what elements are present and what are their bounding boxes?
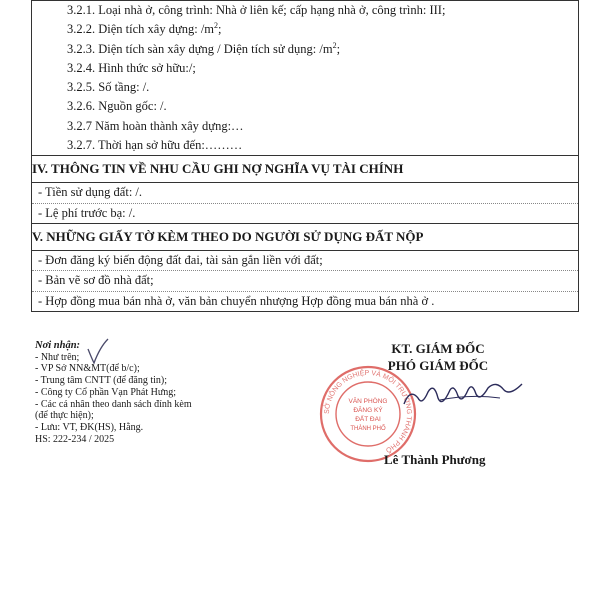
section-3-row: [32, 1, 579, 156]
item-3-2-7-year: 3.2.7 Năm hoàn thành xây dựng:…: [67, 118, 244, 133]
item-3-2-4: 3.2.4. Hình thức sở hữu:/;: [67, 60, 196, 75]
recipient-line: - VP Sở NN&MT(để b/c);: [35, 363, 140, 375]
section-4-heading-row: [32, 156, 579, 183]
handwritten-check-icon: [86, 337, 110, 365]
registration-fee: - Lệ phí trước bạ: /.: [38, 205, 136, 220]
property-info-table: [31, 0, 579, 312]
item-3-2-1: 3.2.1. Loại nhà ở, công trình: Nhà ở liên kế; cấp hạng nhà ở, công trình: III;: [67, 3, 446, 17]
recipient-line: (để thực hiện);: [35, 410, 94, 422]
recipients-title: Nơi nhận:: [35, 340, 81, 351]
seal-line-2: ĐĂNG KÝ: [353, 407, 383, 414]
item-3-2-3-text: 3.2.3. Diện tích sàn xây dựng / Diện tích sử dụng: /m: [67, 41, 333, 56]
item-3-2-3-tail: ;: [336, 41, 341, 56]
recipient-line: - Các cá nhân theo danh sách đính kèm: [35, 398, 192, 410]
signer-title-2: PHÓ GIÁM ĐỐC: [387, 358, 489, 373]
attachment-1: - Đơn đăng ký biến động đất đai, tài sản gắn liền với đất;: [32, 251, 578, 271]
item-3-2-2-text: 3.2.2. Diện tích xây dựng: /m: [67, 22, 215, 37]
item-3-2-5: 3.2.5. Số tầng: /.: [67, 80, 150, 95]
seal-line-3: ĐẤT ĐAI: [355, 416, 381, 423]
recipient-line: - Công ty Cổ phần Vạn Phát Hưng;: [35, 386, 177, 398]
recipient-line: - Lưu: VT, ĐK(HS), Hằng.: [35, 421, 144, 433]
recipients-block: [35, 340, 192, 445]
recipient-line: HS: 222-234 / 2025: [35, 433, 115, 445]
section-5-heading: V. NHỮNG GIẤY TỜ KÈM THEO DO NGƯỜI SỬ DỤNG ĐẤT NỘP: [32, 223, 579, 250]
section-5-cell: [32, 250, 579, 311]
superscript-2: 2: [214, 21, 219, 31]
section-4-row: [32, 183, 579, 224]
section-4-heading: IV. THÔNG TIN VỀ NHU CẦU GHI NỢ NGHĨA VỤ TÀI CHÍNH: [32, 156, 579, 183]
signer-name: Lê Thành Phương: [384, 452, 486, 467]
item-3-2-3: [32, 40, 578, 59]
handwritten-signature-icon: [400, 368, 530, 418]
section-5-heading-row: [32, 223, 579, 250]
item-3-2-6: 3.2.6. Nguồn gốc: /.: [67, 99, 167, 114]
recipient-line: - Trung tâm CNTT (để đăng tin);: [35, 375, 168, 387]
signer-title-1: KT. GIÁM ĐỐC: [391, 341, 485, 356]
seal-outer-text: SỞ NÔNG NGHIỆP VÀ MÔI TRƯỜNG THÀNH PHỐ: [323, 369, 413, 454]
attachment-2: - Bản vẽ sơ đồ nhà đất;: [32, 271, 578, 291]
recipient-line: - Như trên;: [35, 351, 80, 363]
item-3-2-2-tail: ;: [218, 22, 222, 37]
section-5-row: [32, 250, 579, 311]
section-3-cell: [32, 1, 579, 156]
item-3-2-7-term: 3.2.7. Thời hạn sở hữu đến:………: [67, 138, 243, 153]
seal-line-4: THÀNH PHỐ: [350, 426, 386, 432]
item-3-2-2: [32, 20, 578, 39]
section-4-cell: [32, 183, 579, 224]
attachment-3: - Hợp đồng mua bán nhà ở, văn bản chuyển nhượng Hợp đồng mua bán nhà ở .: [38, 293, 435, 308]
superscript-2b: 2: [332, 40, 337, 50]
land-use-fee: - Tiền sử dụng đất: /.: [32, 183, 578, 203]
seal-line-1: VĂN PHÒNG: [348, 398, 388, 405]
